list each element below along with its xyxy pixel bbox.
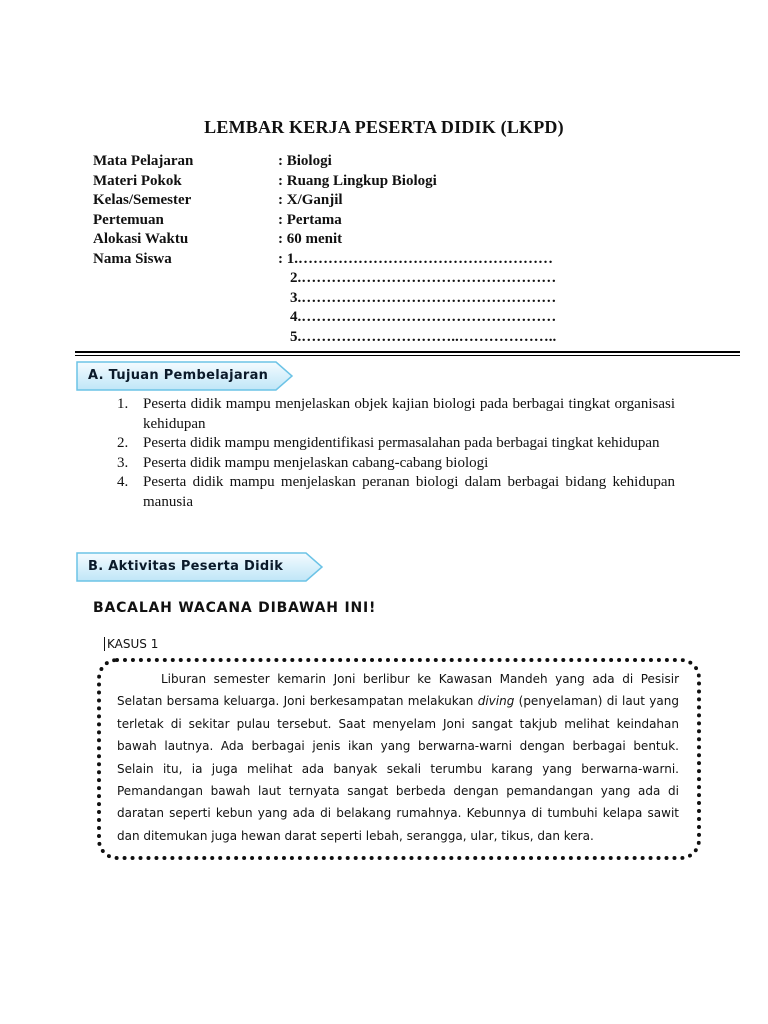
section-b-heading: B. Aktivitas Peserta Didik xyxy=(88,559,284,574)
section-b-banner xyxy=(76,552,324,582)
info-value: : Pertama xyxy=(278,211,342,228)
list-item: 1. Peserta didik mampu menjelaskan objek kajian biologi pada berbagai tingkat organisasi kehidupan xyxy=(117,396,675,432)
header-divider xyxy=(75,351,740,353)
info-label: Materi Pokok xyxy=(93,172,182,189)
list-item: 3. Peserta didik mampu menjelaskan cabang-cabang biologi xyxy=(117,454,489,471)
case-label: KASUS 1 xyxy=(104,637,158,651)
section-a-banner xyxy=(76,361,294,391)
info-label: Nama Siswa xyxy=(93,250,172,267)
header-divider-thin xyxy=(75,355,740,356)
reading-instruction: BACALAH WACANA DIBAWAH INI! xyxy=(93,600,377,616)
info-value: : 60 menit xyxy=(278,231,343,247)
info-label: Pertemuan xyxy=(93,211,164,228)
case-text: Liburan semester kemarin Joni berlibur ke Kawasan Mandeh yang ada di Pesisir Selatan bersama keluarga. Joni berkesampatan melakukan diving (penyelaman) di laut yang terletak di sekitar pulau tersebut. Saat menyelam Joni sangat takjub melihat keindahan bawah lautnya. Ada berbagai jenis ikan yang berwarna-warni dengan berbagai bentuk. Selain itu, ia juga melihat ada banyak sekali terumbu karang yang berwarna-warni. Pemandangan bawah laut ternyata sangat berbeda dengan pemandangan yang ada di daratan seperti kebun yang ada di belakang rumahnya. Kebunnya di tumbuhi kelapa sawit dan ditemukan juga hewan darat seperti lebah, serangga, ular, tikus, dan kera. xyxy=(117,672,679,843)
info-value: : X/Ganjil xyxy=(278,192,343,208)
info-value: : Ruang Lingkup Biologi xyxy=(278,172,437,189)
info-label: Mata Pelajaran xyxy=(93,153,194,169)
info-label: Alokasi Waktu xyxy=(93,231,189,247)
section-a-heading: A. Tujuan Pembelajaran xyxy=(88,368,269,383)
list-item: 4. Peserta didik mampu menjelaskan peranan biologi dalam berbagai bidang kehidupan manusia xyxy=(117,474,675,510)
page-title: LEMBAR KERJA PESERTA DIDIK (LKPD) xyxy=(204,117,564,137)
objectives-list xyxy=(117,395,675,512)
info-label: Kelas/Semester xyxy=(93,192,192,208)
info-value: : 1.…………………………………………… xyxy=(278,250,553,267)
list-item: 2. Peserta didik mampu mengidentifikasi permasalahan pada berbagai tingkat kehidupan xyxy=(117,435,660,451)
info-value: : Biologi xyxy=(278,153,332,169)
